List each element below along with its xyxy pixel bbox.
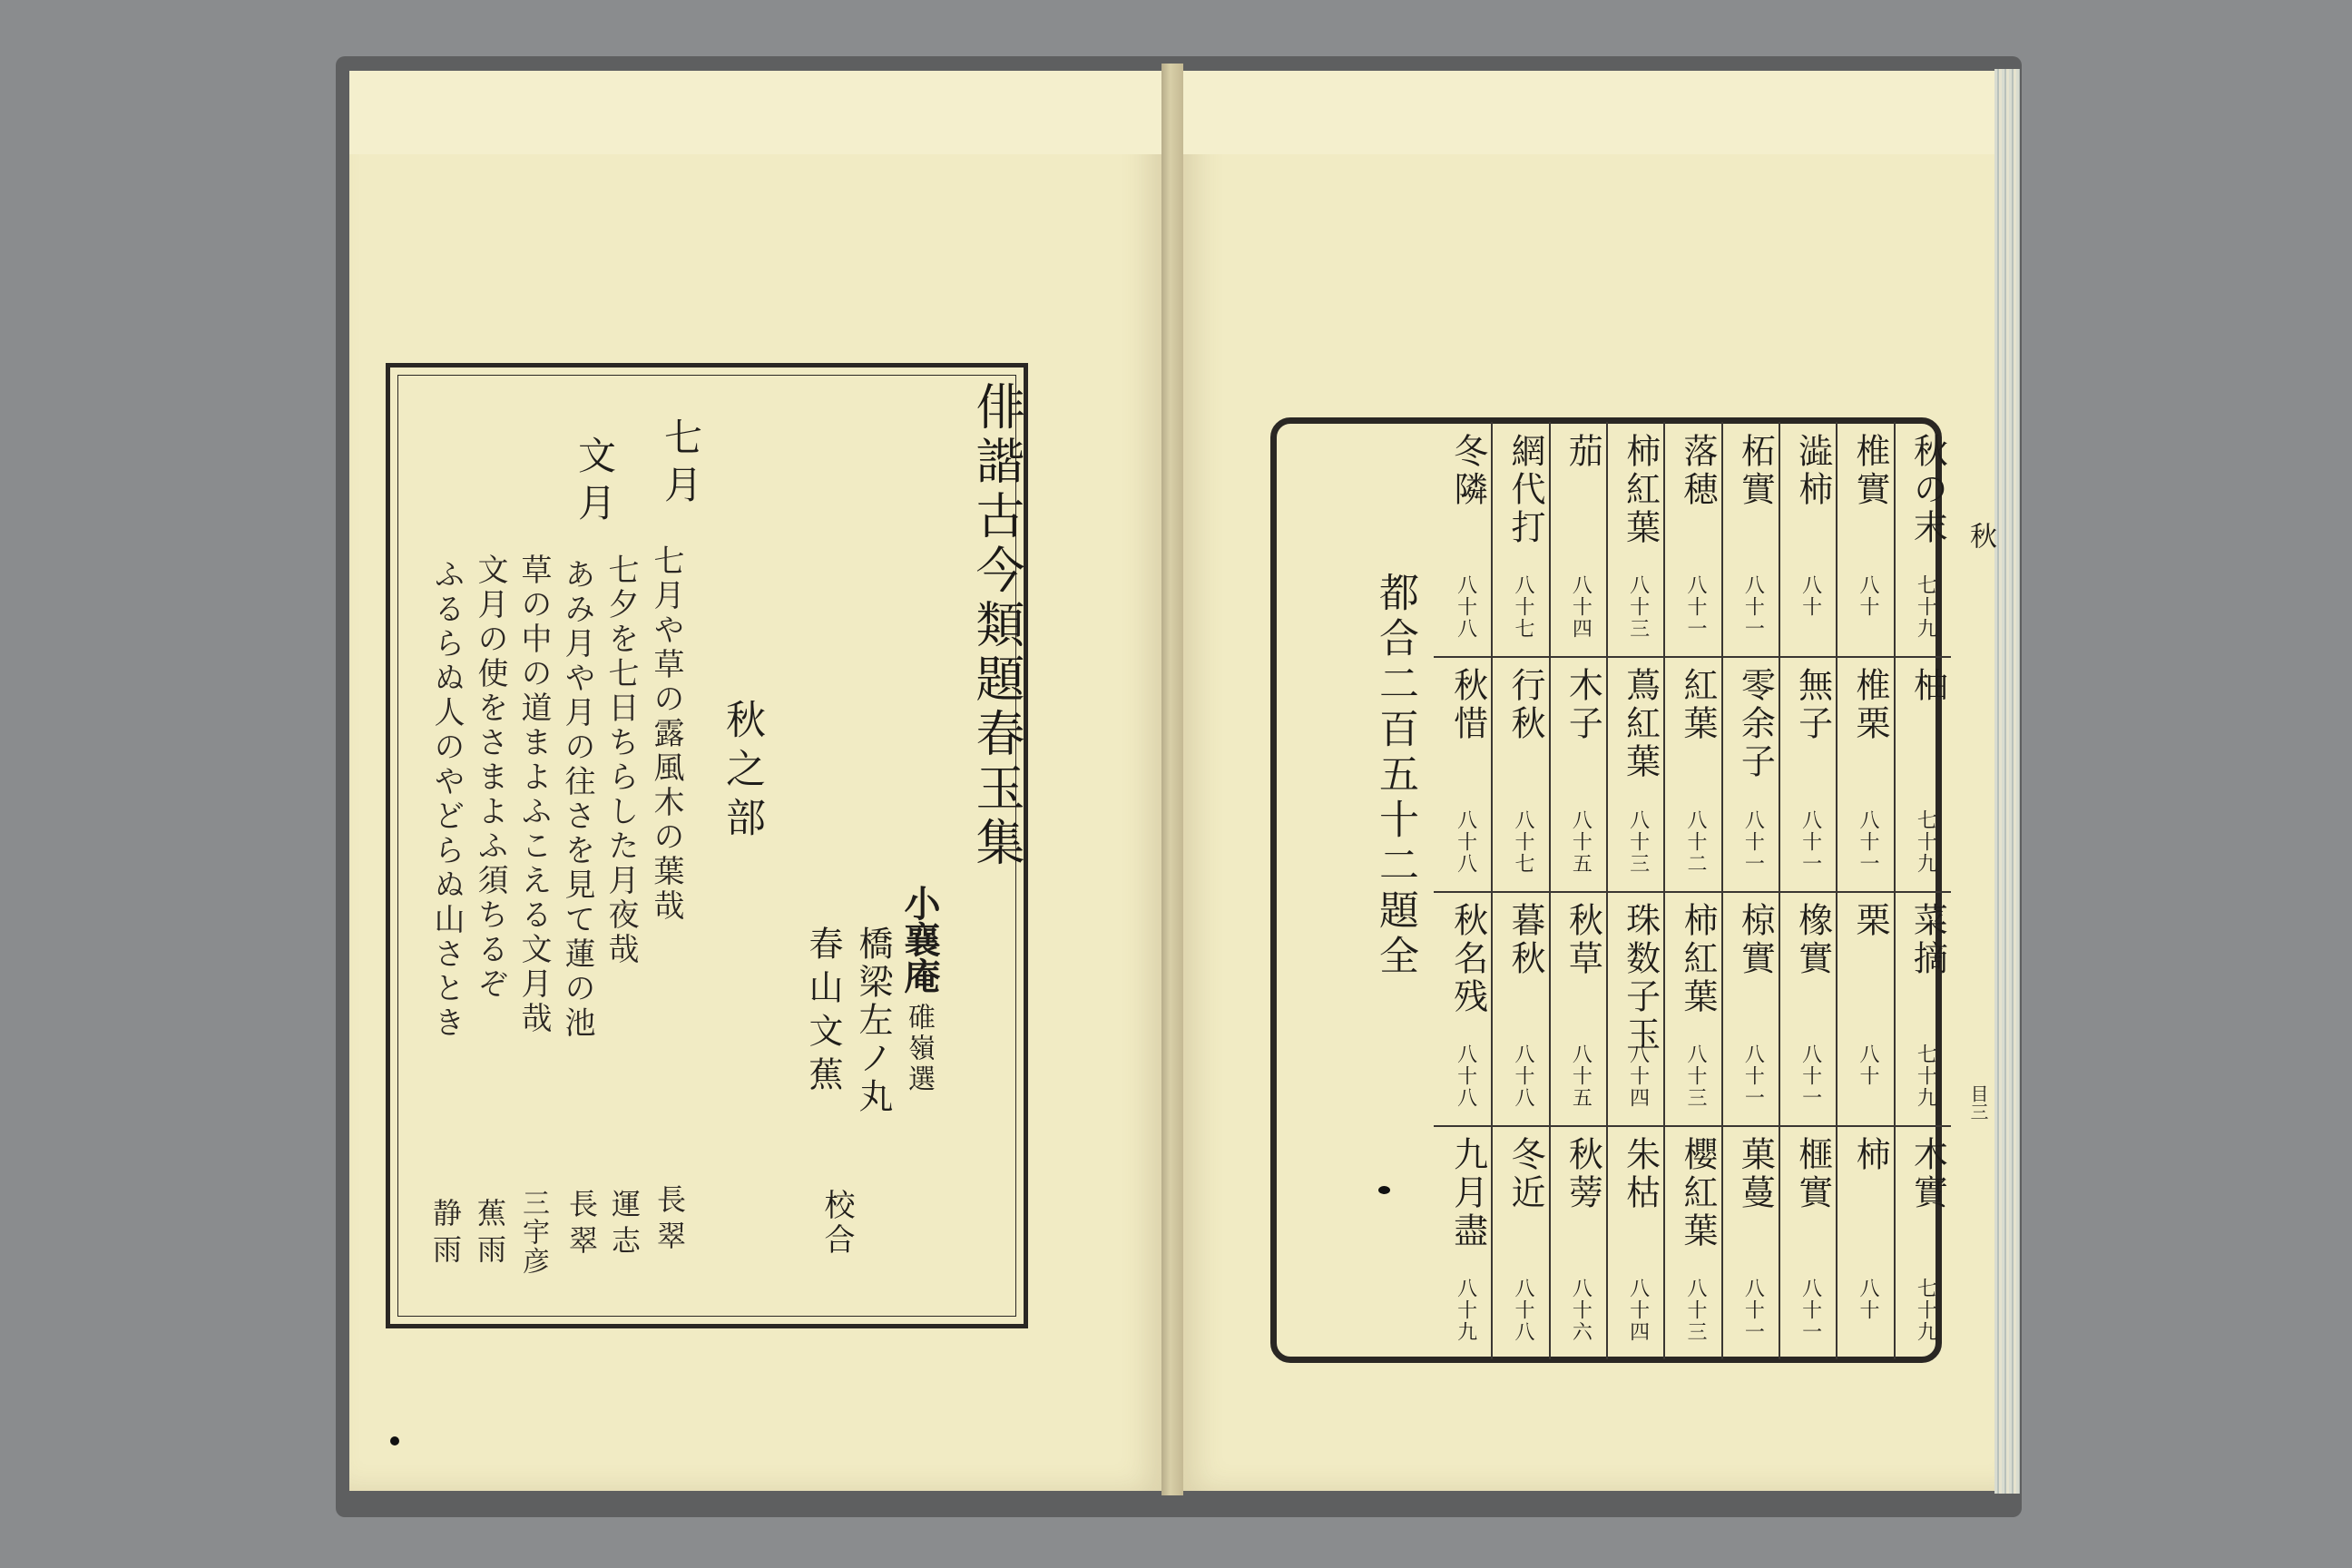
index-page-number: 八十八 (1454, 1043, 1477, 1109)
index-page-number: 八十三 (1626, 574, 1650, 641)
index-page-number: 八十一 (1798, 1043, 1822, 1109)
index-term: 珠数子玉 (1620, 901, 1661, 1054)
index-page-number: 八十 (1857, 574, 1879, 619)
author-3: 長翠 (564, 1189, 599, 1261)
index-page-number: 八十一 (1741, 574, 1765, 641)
index-page-number: 八十二 (1684, 808, 1707, 875)
index-term: 秋の末 (1907, 433, 1948, 547)
index-term: 茄 (1563, 433, 1603, 471)
author-6: 静雨 (428, 1198, 463, 1270)
right-page-top-band (1180, 71, 2001, 154)
index-term: 椎實 (1850, 433, 1890, 509)
editor-name: 小襄庵 (898, 885, 941, 994)
index-term: 冬隣 (1447, 433, 1488, 509)
index-page-number: 八十三 (1684, 1043, 1707, 1109)
page-edges (1994, 69, 2020, 1494)
verse-6: ふるらぬ人のやどらぬ山さとき (428, 558, 465, 1041)
author-4: 三宇彦 (517, 1189, 549, 1276)
index-term: 木子 (1563, 667, 1603, 744)
index-page-number: 八十一 (1741, 1278, 1765, 1343)
index-term: 九月盡 (1447, 1135, 1488, 1250)
index-term: 紅葉 (1678, 667, 1718, 744)
index-page-number: 八十一 (1741, 1043, 1765, 1109)
section-heading: 秋之部 (719, 699, 765, 846)
index-page-number: 八十八 (1454, 808, 1477, 875)
index-term: 柿紅葉 (1678, 901, 1718, 1016)
index-page-number: 八十一 (1857, 808, 1879, 875)
editor-role: 碓嶺選 (903, 1003, 935, 1095)
index-term: 木實 (1907, 1135, 1948, 1212)
collator-2: 春山文蕉 (803, 926, 843, 1100)
index-page-number: 八十三 (1684, 1278, 1707, 1343)
index-page-number: 八十八 (1512, 1278, 1534, 1343)
index-page-number: 八十五 (1569, 808, 1592, 875)
index-page-number: 八十八 (1454, 574, 1477, 641)
index-term: 零余子 (1735, 667, 1776, 782)
index-page-number: 八十一 (1684, 574, 1707, 641)
index-term: 朱枯 (1620, 1135, 1661, 1212)
index-term: 網代打 (1505, 433, 1545, 547)
index-page-number: 八十 (1857, 1278, 1879, 1321)
verse-2: 七夕を七日ちらした月夜哉 (603, 554, 639, 967)
index-page-number: 八十五 (1569, 1043, 1592, 1109)
index-page-number: 八十七 (1512, 574, 1534, 641)
index-page-number: 八十三 (1626, 808, 1650, 875)
index-page-number: 八十四 (1626, 1043, 1650, 1109)
index-term: 椎栗 (1850, 667, 1890, 744)
index-table (1434, 422, 1951, 1359)
index-term: 菜摘 (1907, 901, 1948, 978)
index-term: 柚 (1907, 667, 1948, 706)
index-row-divider (1434, 656, 1951, 658)
index-row-divider (1434, 891, 1951, 893)
index-term: 秋草 (1563, 901, 1603, 978)
index-page-number: 七十九 (1914, 1043, 1937, 1109)
index-page-number: 八十四 (1626, 1278, 1650, 1343)
index-term: 暮秋 (1505, 901, 1545, 978)
verse-4: 草の中の道まよふこえる文月哉 (515, 554, 552, 1036)
index-term: 椋實 (1735, 901, 1776, 978)
index-page-number: 八十九 (1454, 1278, 1477, 1343)
month-heading-1: 七月 (659, 417, 703, 512)
index-term: 栗 (1850, 901, 1890, 940)
index-term: 橡實 (1792, 901, 1833, 978)
index-page-number: 七十九 (1914, 808, 1937, 875)
verse-1: 七月や草の露風木の葉哉 (648, 544, 684, 924)
index-page-number: 八十一 (1798, 1278, 1822, 1343)
index-page-number: 八十 (1798, 574, 1822, 619)
index-page-number: 八十一 (1741, 808, 1765, 875)
index-term: 蔦紅葉 (1620, 667, 1661, 782)
index-page-number: 七十九 (1914, 1278, 1937, 1343)
margin-label-top: 秋 (1965, 522, 1996, 549)
index-term: 柿紅葉 (1620, 433, 1661, 547)
index-page-number: 八十七 (1512, 808, 1534, 875)
verse-5: 文月の使をさまよふ須ちるぞ (472, 554, 508, 1002)
margin-label-bottom: 目三 (1967, 1084, 1989, 1121)
index-page-number: 八十六 (1569, 1278, 1592, 1343)
collation-label: 校合 (818, 1189, 855, 1258)
index-term: 櫻紅葉 (1678, 1135, 1718, 1250)
verse-3: あみ月や月の往さを見て蓮の池 (559, 558, 595, 1041)
index-summary: 都合二百五十二題全 (1372, 572, 1418, 980)
author-5: 蕉雨 (473, 1198, 507, 1270)
index-term: 柘實 (1735, 433, 1776, 509)
index-term: 菓蔓 (1735, 1135, 1776, 1212)
index-page-number: 八十八 (1512, 1043, 1534, 1109)
book-title: 俳諧古今類題春玉集 (968, 381, 1025, 871)
index-page-number: 七十九 (1914, 574, 1937, 641)
ink-spot (390, 1436, 399, 1446)
index-term: 落穂 (1678, 433, 1718, 509)
index-page-number: 八十 (1857, 1043, 1879, 1087)
index-row-divider (1434, 1125, 1951, 1127)
index-term: 冬近 (1505, 1135, 1545, 1212)
index-term: 秋惜 (1447, 667, 1488, 744)
index-term: 秋名残 (1447, 901, 1488, 1016)
month-heading-2: 文月 (573, 436, 617, 530)
book-gutter (1161, 64, 1183, 1495)
index-term: 秋蒡 (1563, 1135, 1603, 1212)
index-term: 無子 (1792, 667, 1833, 744)
index-page-number: 八十四 (1569, 574, 1592, 641)
ink-spot (1378, 1186, 1390, 1194)
author-2: 運志 (607, 1189, 642, 1261)
index-page-number: 八十一 (1798, 808, 1822, 875)
index-term: 榧實 (1792, 1135, 1833, 1212)
index-term: 澁柿 (1792, 433, 1833, 509)
collator-1: 橋梁左ノ丸 (853, 926, 893, 1116)
index-term: 行秋 (1505, 667, 1545, 744)
left-page-top-band (349, 71, 1166, 154)
author-1: 長翠 (652, 1184, 687, 1257)
index-term: 柿 (1850, 1135, 1890, 1174)
